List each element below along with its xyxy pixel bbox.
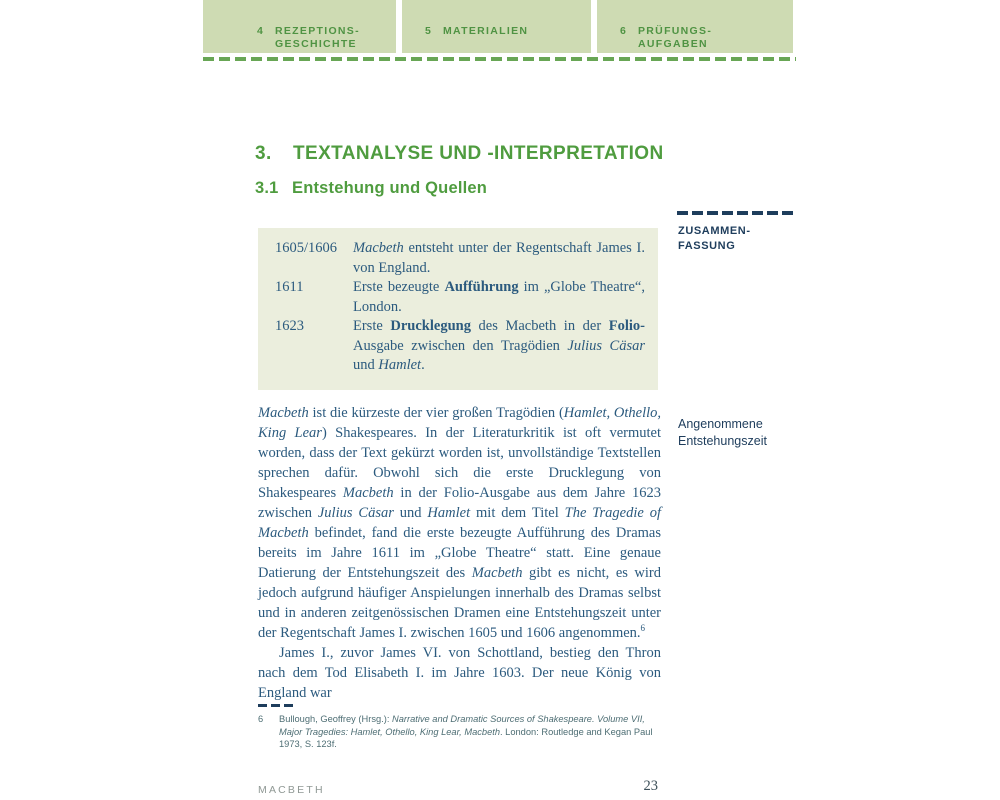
timeline-year: 1623 <box>275 318 304 334</box>
margin-summary-label <box>678 224 751 254</box>
tab-pruefungsaufgaben <box>597 0 793 53</box>
tab-label-line: PRÜFUNGS- <box>638 25 713 37</box>
timeline-year: 1611 <box>275 279 304 295</box>
section-heading <box>255 179 487 198</box>
tab-number: 4 <box>257 25 265 37</box>
tab-label <box>443 25 528 53</box>
section-title: Entstehung und Quellen <box>292 179 488 197</box>
chapter-title: TEXTANALYSE UND -INTERPRETATION <box>293 143 664 164</box>
timeline-entry <box>275 278 645 317</box>
dashed-divider-green <box>203 57 796 61</box>
timeline-entry <box>275 317 645 376</box>
body-paragraph: James I., zuvor James VI. von Schottland, bestieg den Thron nach dem Tod Elisabeth I. im Jahre 1603. Der neue König von England war <box>258 645 661 701</box>
body-paragraph: Macbeth ist die kürzeste der vier großen Tragödien (Hamlet, Othello, King Lear) Shakespeares. In der Literaturkritik ist oft vermutet worden, dass der Text gekürzt worden ist, unvollständige Textstellen sprechen dafür. Obwohl sich die erste Drucklegung von Shakespeares Macbeth in der Folio-Ausgabe aus dem Jahre 1623 zwischen Julius Cäsar und Hamlet mit dem Titel The Tragedie of Macbeth befindet, fand die erste bezeugte Aufführung des Dramas bereits im Jahre 1611 im „Globe Theatre“ statt. Eine genaue Datierung der Entstehungszeit des Macbeth gibt es nicht, es wird jedoch aufgrund häufiger Anspielungen innerhalb des Dramas selbst und in anderen zeitgenössischen Dramen eine Entstehungszeit unter der Regentschaft James I. zwischen 1605 und 1606 angenommen.$^6$ <box>258 405 662 641</box>
tab-label <box>638 25 712 53</box>
footnote-number: 6 <box>258 714 264 724</box>
tab-label-line: GESCHICHTE <box>275 37 357 50</box>
tab-number: 6 <box>620 25 628 37</box>
tab-number: 5 <box>425 25 433 37</box>
chapter-heading <box>255 143 664 165</box>
timeline-entry <box>275 239 645 278</box>
tab-label-line: REZEPTIONS- <box>275 25 360 37</box>
timeline-year: 1605/1606 <box>275 240 338 256</box>
section-number: 3.1 <box>255 179 279 197</box>
footnote-divider <box>258 704 295 707</box>
dashed-divider-navy <box>677 211 797 215</box>
timeline-text: Macbeth entsteht unter der Regentschaft James I. von England. <box>353 240 645 276</box>
tab-label <box>275 25 360 53</box>
tab-label-line: MATERIALIEN <box>443 25 529 37</box>
timeline-text: Erste Drucklegung des Macbeth in der Folio-Ausgabe zwischen den Tragödien Julius Cäsar und Hamlet. <box>353 318 646 373</box>
running-title: MACBETH <box>258 784 325 796</box>
footnote <box>258 713 662 751</box>
tab-label-line: AUFGABEN <box>638 37 708 50</box>
body-text <box>258 403 661 703</box>
chapter-number: 3. <box>255 143 272 164</box>
tab-materialien <box>402 0 591 53</box>
margin-summary-line: FASSUNG <box>678 240 736 252</box>
footnote-text: Bullough, Geoffrey (Hrsg.): Narrative and Dramatic Sources of Shakespeare. Volume VII, Major Tragedies: Hamlet, Othello, King Lear, Macbeth. London: Routledge and Kegan Paul 1973, S. 123f. <box>279 714 653 749</box>
margin-note-line: Entstehungszeit <box>678 434 767 448</box>
margin-note-line: Angenommene <box>678 417 763 431</box>
margin-summary-line: ZUSAMMEN- <box>678 225 751 237</box>
timeline-text: Erste bezeugte Aufführung im „Globe Theatre“, London. <box>353 279 645 315</box>
page-number: 23 <box>643 778 658 794</box>
tab-rezeptionsgeschichte <box>203 0 396 53</box>
chapter-tab-bar <box>203 0 793 53</box>
timeline-summary-box <box>258 228 658 390</box>
margin-note <box>678 416 767 450</box>
